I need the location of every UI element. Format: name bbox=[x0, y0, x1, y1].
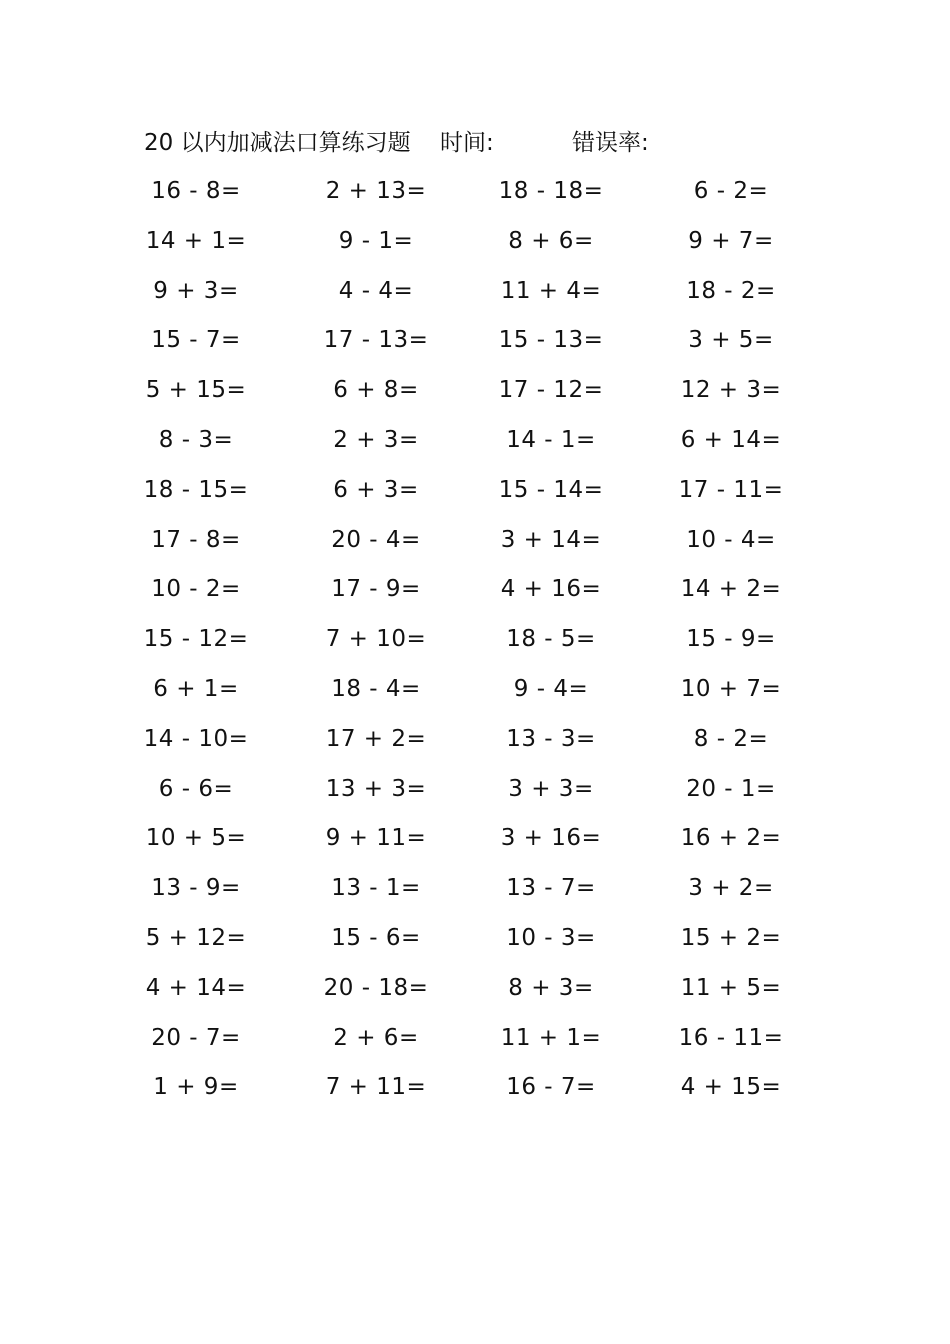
arithmetic-problem: 18 - 18= bbox=[498, 178, 604, 204]
arithmetic-problem: 2 + 13= bbox=[325, 178, 427, 204]
problem-row bbox=[0, 718, 950, 768]
arithmetic-problem: 18 - 2= bbox=[686, 277, 776, 304]
arithmetic-problem: 17 - 13= bbox=[323, 327, 429, 354]
problem-row bbox=[0, 917, 950, 967]
arithmetic-problem: 3 + 3= bbox=[508, 775, 594, 802]
arithmetic-problem: 8 + 6= bbox=[508, 227, 594, 254]
problem-row bbox=[0, 519, 950, 569]
arithmetic-problem: 6 - 6= bbox=[158, 775, 234, 802]
arithmetic-problem: 9 - 1= bbox=[338, 227, 414, 254]
arithmetic-problem: 15 - 9= bbox=[686, 626, 776, 653]
arithmetic-problem: 16 - 8= bbox=[151, 178, 241, 204]
arithmetic-problem: 18 - 15= bbox=[143, 476, 249, 503]
problem-row bbox=[0, 220, 950, 270]
problem-row bbox=[0, 867, 950, 917]
arithmetic-problem: 3 + 14= bbox=[500, 526, 602, 553]
arithmetic-problem: 3 + 5= bbox=[688, 327, 774, 354]
problem-row bbox=[0, 618, 950, 668]
arithmetic-problem: 3 + 2= bbox=[688, 875, 774, 902]
arithmetic-problem: 6 + 3= bbox=[333, 476, 419, 503]
arithmetic-problem: 12 + 3= bbox=[680, 377, 782, 404]
arithmetic-problem: 17 - 9= bbox=[331, 576, 421, 603]
problem-row bbox=[0, 817, 950, 867]
arithmetic-problem: 17 - 8= bbox=[151, 526, 241, 553]
problem-row bbox=[0, 270, 950, 320]
arithmetic-problem: 18 - 4= bbox=[331, 675, 421, 702]
arithmetic-problem: 15 - 14= bbox=[498, 476, 604, 503]
arithmetic-problem: 9 + 11= bbox=[325, 825, 427, 852]
arithmetic-problem: 13 - 1= bbox=[331, 875, 421, 902]
arithmetic-problem: 4 + 14= bbox=[145, 974, 247, 1001]
arithmetic-problem: 6 + 1= bbox=[153, 675, 239, 702]
arithmetic-problem: 6 + 8= bbox=[333, 377, 419, 404]
arithmetic-problem: 15 - 12= bbox=[143, 626, 249, 653]
arithmetic-problem: 6 - 2= bbox=[693, 178, 769, 204]
problem-row bbox=[0, 768, 950, 818]
problem-row bbox=[0, 668, 950, 718]
arithmetic-problem: 20 - 7= bbox=[151, 1024, 241, 1051]
arithmetic-problem: 15 - 13= bbox=[498, 327, 604, 354]
arithmetic-problem: 2 + 3= bbox=[333, 426, 419, 453]
arithmetic-problem: 5 + 12= bbox=[145, 924, 247, 951]
arithmetic-problem: 16 + 2= bbox=[680, 825, 782, 852]
arithmetic-problem: 14 + 2= bbox=[680, 576, 782, 603]
arithmetic-problem: 16 - 11= bbox=[678, 1024, 784, 1051]
arithmetic-problem: 14 + 1= bbox=[145, 227, 247, 254]
arithmetic-problem: 5 + 15= bbox=[145, 377, 247, 404]
arithmetic-problem: 9 + 7= bbox=[688, 227, 774, 254]
arithmetic-problem: 10 + 5= bbox=[145, 825, 247, 852]
problem-grid bbox=[0, 170, 950, 1116]
arithmetic-problem: 13 - 3= bbox=[506, 725, 596, 752]
problem-row bbox=[0, 469, 950, 519]
arithmetic-problem: 20 - 4= bbox=[331, 526, 421, 553]
arithmetic-problem: 3 + 16= bbox=[500, 825, 602, 852]
problem-row bbox=[0, 568, 950, 618]
arithmetic-problem: 16 - 7= bbox=[506, 1074, 596, 1101]
problem-row bbox=[0, 419, 950, 469]
arithmetic-problem: 4 + 15= bbox=[680, 1074, 782, 1101]
arithmetic-problem: 20 - 18= bbox=[323, 974, 429, 1001]
arithmetic-problem: 4 - 4= bbox=[338, 277, 414, 304]
arithmetic-problem: 7 + 10= bbox=[325, 626, 427, 653]
arithmetic-problem: 13 - 9= bbox=[151, 875, 241, 902]
arithmetic-problem: 1 + 9= bbox=[153, 1074, 239, 1101]
problem-row bbox=[0, 967, 950, 1017]
arithmetic-problem: 15 + 2= bbox=[680, 924, 782, 951]
arithmetic-problem: 14 - 10= bbox=[143, 725, 249, 752]
arithmetic-problem: 15 - 7= bbox=[151, 327, 241, 354]
problem-row bbox=[0, 369, 950, 419]
arithmetic-problem: 17 - 11= bbox=[678, 476, 784, 503]
arithmetic-problem: 8 - 2= bbox=[693, 725, 769, 752]
arithmetic-problem: 10 - 2= bbox=[151, 576, 241, 603]
worksheet-header bbox=[0, 125, 950, 161]
arithmetic-problem: 10 - 4= bbox=[686, 526, 776, 553]
arithmetic-problem: 17 + 2= bbox=[325, 725, 427, 752]
arithmetic-problem: 17 - 12= bbox=[498, 377, 604, 404]
arithmetic-problem: 15 - 6= bbox=[331, 924, 421, 951]
arithmetic-problem: 14 - 1= bbox=[506, 426, 596, 453]
time-label: 时间: bbox=[440, 130, 494, 156]
arithmetic-problem: 13 - 7= bbox=[506, 875, 596, 902]
worksheet-title: 20 以内加减法口算练习题 bbox=[144, 130, 411, 156]
arithmetic-problem: 18 - 5= bbox=[506, 626, 596, 653]
arithmetic-problem: 2 + 6= bbox=[333, 1024, 419, 1051]
arithmetic-problem: 10 - 3= bbox=[506, 924, 596, 951]
arithmetic-problem: 8 - 3= bbox=[158, 426, 234, 453]
arithmetic-problem: 11 + 5= bbox=[680, 974, 782, 1001]
problem-row bbox=[0, 319, 950, 369]
arithmetic-problem: 4 + 16= bbox=[500, 576, 602, 603]
arithmetic-problem: 20 - 1= bbox=[686, 775, 776, 802]
problem-row bbox=[0, 1066, 950, 1116]
arithmetic-problem: 11 + 1= bbox=[500, 1024, 602, 1051]
problem-row bbox=[0, 1017, 950, 1067]
arithmetic-problem: 6 + 14= bbox=[680, 426, 782, 453]
arithmetic-problem: 9 - 4= bbox=[513, 675, 589, 702]
arithmetic-problem: 11 + 4= bbox=[500, 277, 602, 304]
arithmetic-problem: 13 + 3= bbox=[325, 775, 427, 802]
arithmetic-problem: 7 + 11= bbox=[325, 1074, 427, 1101]
arithmetic-problem: 10 + 7= bbox=[680, 675, 782, 702]
arithmetic-problem: 8 + 3= bbox=[508, 974, 594, 1001]
arithmetic-problem: 9 + 3= bbox=[153, 277, 239, 304]
error-rate-label: 错误率: bbox=[572, 130, 649, 156]
problem-row bbox=[0, 170, 950, 220]
